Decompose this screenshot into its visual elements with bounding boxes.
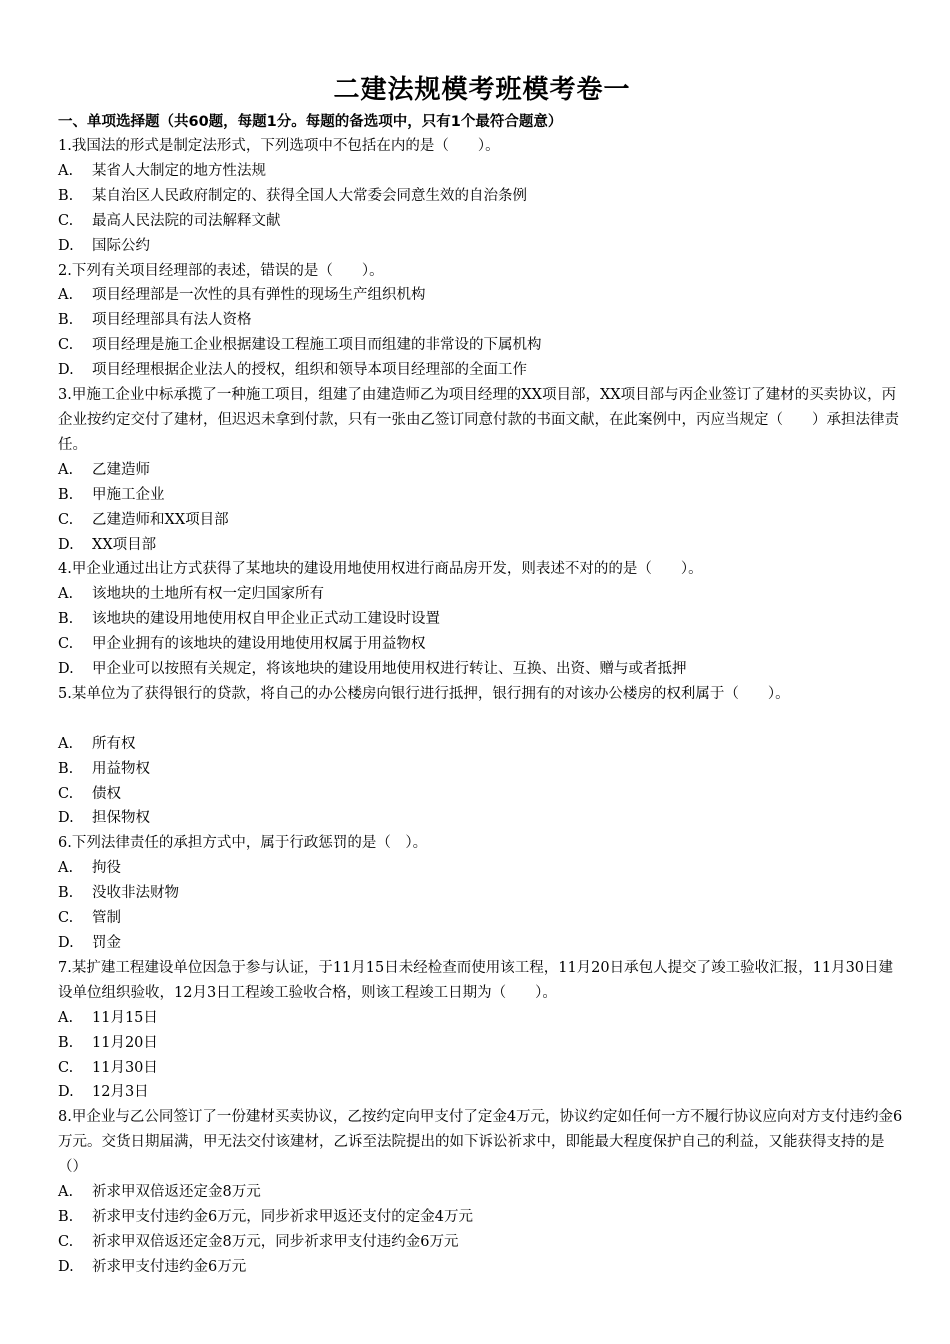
option-letter: A. bbox=[58, 586, 74, 603]
option-text: 项目经理部具有法人资格 bbox=[92, 312, 252, 329]
answer-option bbox=[58, 184, 906, 209]
option-text: 用益物权 bbox=[92, 760, 150, 777]
option-text: 项目经理是施工企业根据建设工程施工项目而组建的非常设的下属机构 bbox=[92, 337, 542, 354]
option-letter: D. bbox=[58, 810, 74, 827]
option-text: XX项目部 bbox=[92, 536, 157, 553]
answer-option bbox=[58, 607, 906, 632]
answer-option bbox=[58, 1255, 906, 1280]
question-block bbox=[58, 831, 906, 956]
option-letter: C. bbox=[58, 910, 74, 927]
answer-option bbox=[58, 931, 906, 956]
option-text: 罚金 bbox=[92, 934, 121, 951]
question-block bbox=[58, 682, 906, 831]
option-letter: A. bbox=[58, 735, 74, 752]
question-stem: 5.某单位为了获得银行的贷款，将自己的办公楼房向银行进行抵押，银行拥有的对该办公楼房的权利属于（ ）。 bbox=[58, 685, 790, 702]
answer-option bbox=[58, 483, 906, 508]
answer-option bbox=[58, 1031, 906, 1056]
option-letter: B. bbox=[58, 760, 74, 777]
option-letter: C. bbox=[58, 212, 74, 229]
option-letter: D. bbox=[58, 1084, 74, 1101]
option-text: 11月15日 bbox=[92, 1009, 158, 1026]
option-text: 乙建造师 bbox=[92, 461, 150, 478]
option-letter: B. bbox=[58, 312, 74, 329]
answer-option bbox=[58, 209, 906, 234]
option-letter: C. bbox=[58, 1059, 74, 1076]
answer-option bbox=[58, 657, 906, 682]
question-block bbox=[58, 1105, 906, 1279]
option-letter: A. bbox=[58, 162, 74, 179]
option-letter: B. bbox=[58, 1034, 74, 1051]
answer-option bbox=[58, 632, 906, 657]
question-stem: 7.某扩建工程建设单位因急于参与认证，于11月15日未经检查而使用该工程，11月20日承包人提交了竣工验收汇报，11月30日建设单位组织验收，12月3日工程竣工验收合格，则该工程竣工日期为（ ）。 bbox=[58, 959, 894, 1001]
option-text: 某省人大制定的地方性法规 bbox=[92, 162, 266, 179]
option-letter: B. bbox=[58, 611, 74, 628]
answer-option bbox=[58, 782, 906, 807]
answer-option bbox=[58, 159, 906, 184]
answer-option bbox=[58, 1180, 906, 1205]
option-text: 祈求甲支付违约金6万元，同步祈求甲返还支付的定金4万元 bbox=[92, 1208, 473, 1225]
option-letter: B. bbox=[58, 885, 74, 902]
question-stem: 4.甲企业通过出让方式获得了某地块的建设用地使用权进行商品房开发，则表述不对的的是（ ）。 bbox=[58, 561, 703, 578]
option-text: 国际公约 bbox=[92, 237, 150, 254]
option-letter: A. bbox=[58, 287, 74, 304]
option-text: 甲企业可以按照有关规定，将该地块的建设用地使用权进行转让、互换、出资、赠与或者抵押 bbox=[92, 661, 687, 678]
answer-option bbox=[58, 533, 906, 558]
option-text: 项目经理根据企业法人的授权，组织和领导本项目经理部的全面工作 bbox=[92, 362, 527, 379]
answer-option bbox=[58, 1205, 906, 1230]
option-text: 项目经理部是一次性的具有弹性的现场生产组织机构 bbox=[92, 287, 426, 304]
question-stem: 1.我国法的形式是制定法形式，下列选项中不包括在内的是（ ）。 bbox=[58, 138, 500, 154]
option-text: 甲企业拥有的该地块的建设用地使用权属于用益物权 bbox=[92, 636, 426, 653]
option-letter: C. bbox=[58, 511, 74, 528]
option-letter: B. bbox=[58, 1208, 74, 1225]
answer-option bbox=[58, 732, 906, 757]
option-text: 11月20日 bbox=[92, 1034, 158, 1051]
answer-option bbox=[58, 1006, 906, 1031]
question-stem: 2.下列有关项目经理部的表述，错误的是（ ）。 bbox=[58, 262, 384, 279]
option-text: 拘役 bbox=[92, 860, 121, 877]
answer-option bbox=[58, 283, 906, 308]
answer-option bbox=[58, 234, 906, 259]
answer-option bbox=[58, 1056, 906, 1081]
option-text: 管制 bbox=[92, 910, 121, 927]
option-letter: D. bbox=[58, 1258, 74, 1275]
option-text: 该地块的建设用地使用权自甲企业正式动工建设时设置 bbox=[92, 611, 440, 628]
option-letter: C. bbox=[58, 636, 74, 653]
answer-option bbox=[58, 308, 906, 333]
answer-option bbox=[58, 508, 906, 533]
option-letter: A. bbox=[58, 1184, 74, 1201]
exam-page bbox=[58, 0, 906, 1280]
question-block bbox=[58, 259, 906, 384]
answer-option bbox=[58, 881, 906, 906]
option-letter: C. bbox=[58, 785, 74, 802]
option-text: 没收非法财物 bbox=[92, 885, 179, 902]
option-text: 祈求甲双倍返还定金8万元，同步祈求甲支付违约金6万元 bbox=[92, 1233, 459, 1250]
question-stem: 3.甲施工企业中标承揽了一种施工项目，组建了由建造师乙为项目经理的XX项目部，XX项目部与丙企业签订了建材的买卖协议，丙企业按约定交付了建材，但迟迟未拿到付款，只有一张由乙签订同意付款的书面文献，在此案例中，丙应当规定（ ）承担法律责任。 bbox=[58, 387, 899, 453]
section-heading: 一、单项选择题（共60题，每题1分。每题的备选项中，只有1个最符合题意） bbox=[58, 114, 563, 130]
option-letter: D. bbox=[58, 536, 74, 553]
option-letter: D. bbox=[58, 661, 74, 678]
option-text: 债权 bbox=[92, 785, 121, 802]
question-block bbox=[58, 956, 906, 1105]
option-letter: D. bbox=[58, 934, 74, 951]
answer-option bbox=[58, 906, 906, 931]
option-text: 乙建造师和XX项目部 bbox=[92, 511, 229, 528]
question-stem: 6.下列法律责任的承担方式中，属于行政惩罚的是（ ）。 bbox=[58, 835, 428, 852]
option-text: 某自治区人民政府制定的、获得全国人大常委会同意生效的自治条例 bbox=[92, 187, 527, 204]
answer-option bbox=[58, 1080, 906, 1105]
question-list bbox=[58, 134, 906, 1280]
answer-option bbox=[58, 1230, 906, 1255]
option-letter: B. bbox=[58, 187, 74, 204]
option-letter: A. bbox=[58, 461, 74, 478]
option-letter: A. bbox=[58, 1009, 74, 1026]
option-letter: A. bbox=[58, 860, 74, 877]
option-text: 所有权 bbox=[92, 735, 136, 752]
page-title: 二建法规模考班模考卷一 bbox=[333, 75, 631, 105]
option-letter: C. bbox=[58, 337, 74, 354]
blank-line bbox=[58, 707, 906, 732]
answer-option bbox=[58, 333, 906, 358]
answer-option bbox=[58, 582, 906, 607]
option-text: 最高人民法院的司法解释文献 bbox=[92, 212, 281, 229]
option-text: 担保物权 bbox=[92, 810, 150, 827]
option-text: 祈求甲支付违约金6万元 bbox=[92, 1258, 247, 1275]
option-letter: B. bbox=[58, 486, 74, 503]
question-block bbox=[58, 557, 906, 682]
option-text: 甲施工企业 bbox=[92, 486, 165, 503]
option-letter: C. bbox=[58, 1233, 74, 1250]
option-letter: D. bbox=[58, 362, 74, 379]
option-text: 12月3日 bbox=[92, 1084, 149, 1101]
answer-option bbox=[58, 458, 906, 483]
answer-option bbox=[58, 856, 906, 881]
answer-option bbox=[58, 358, 906, 383]
option-text: 11月30日 bbox=[92, 1059, 158, 1076]
option-text: 该地块的土地所有权一定归国家所有 bbox=[92, 586, 324, 603]
question-block bbox=[58, 134, 906, 259]
question-block bbox=[58, 383, 906, 557]
question-stem: 8.甲企业与乙公同签订了一份建材买卖协议，乙按约定向甲支付了定金4万元，协议约定如任何一方不履行协议应向对方支付违约金6万元。交货日期届满，甲无法交付该建材，乙诉至法院提出的如下诉讼祈求中，即能最大程度保护自己的利益，又能获得支持的是（） bbox=[58, 1109, 903, 1176]
answer-option bbox=[58, 806, 906, 831]
option-text: 祈求甲双倍返还定金8万元 bbox=[92, 1184, 261, 1201]
option-letter: D. bbox=[58, 237, 74, 254]
answer-option bbox=[58, 757, 906, 782]
